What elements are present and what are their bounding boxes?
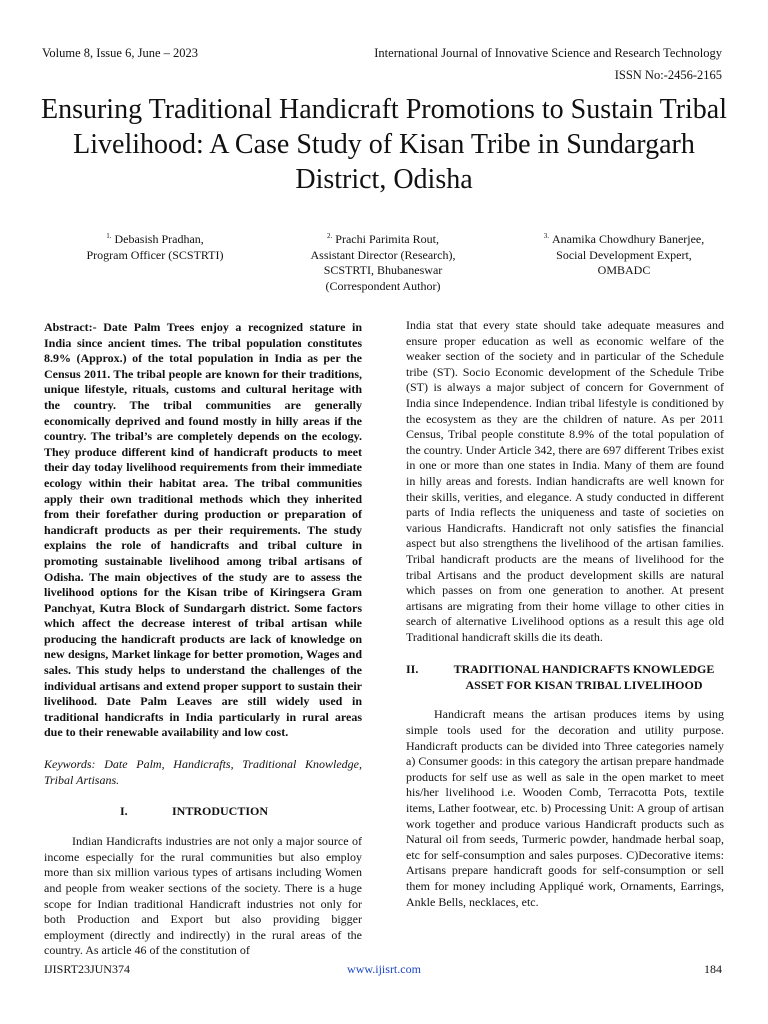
keywords-text: Date Palm, Handicrafts, Traditional Knowledge, Tribal Artisans. [44, 757, 362, 787]
author-2-institution: SCSTRTI, Bhubaneswar [323, 263, 443, 277]
author-3-number: 3. [543, 232, 549, 240]
author-2-name: Prachi Parimita Rout, [335, 232, 439, 246]
section-1-title: INTRODUCTION [172, 804, 269, 819]
author-3-institution: OMBADC [597, 263, 651, 277]
introduction-paragraph: Indian Handicrafts industries are not only a major source of income especially for the rural communities but also employ more than six million various types of artisans including Women and people from weaker sections of the society. There is a huge scope for Indian traditional Handicraft industries not only for both Production and Export but also providing bigger employment (directly and indirectly) in the rural areas of the country. As article 46 of the constitution of [44, 834, 362, 958]
journal-url[interactable]: www.ijisrt.com [347, 962, 421, 976]
paper-title: Ensuring Traditional Handicraft Promotions to Sustain Tribal Livelihood: A Case Study of Kisan Tribe in Sundargarh District, Odisha [40, 94, 727, 195]
issn-number: ISSN No:-2456-2165 [614, 68, 722, 82]
author-2 [283, 229, 483, 294]
paper-code: IJISRT23JUN374 [44, 962, 130, 976]
author-1 [50, 229, 260, 263]
keywords-label: Keywords: [44, 757, 96, 772]
author-1-number: 1. [106, 232, 112, 240]
author-3-affiliation: Social Development Expert, [556, 247, 692, 262]
journal-name: International Journal of Innovative Science and Research Technology [374, 46, 722, 60]
author-3 [510, 229, 738, 279]
section-1-heading [44, 804, 362, 820]
author-2-number: 2. [327, 232, 333, 240]
left-column [44, 320, 362, 959]
handicrafts-paragraph: Handicraft means the artisan produces items by using simple tools used for the decoration and utility purpose. Handicraft products can be divided into Three categories namely a) Consumer goods: in this category the artisan prepare handmade products for self use as well as sale in the open market to meet his/her livelihood i.e. Wooden Comb, Terracotta Pots, textile items, Lather footwear, etc. b) Processing Unit: A group of artisan work together and produce various Handicraft products such as Natural oil from seeds, Turmeric powder, handmade herbal soap, etc for self-consumption and sales purposes. C)Decorative items: Artisans prepare handicraft goods for self-consumption or sell them for money including Appliqué work, Ornaments, Earrings, Ankle Bells, necklaces, etc. [406, 707, 748, 909]
author-3-name: Anamika Chowdhury Banerjee, [551, 232, 705, 246]
author-1-affiliation: Program Officer (SCSTRTI) [86, 247, 224, 262]
abstract: Abstract:- Date Palm Trees enjoy a recognized stature in India since ancient times. The tribal population constitutes 8.9% (Approx.) of the total population in India as per the Census 2011. The tribal people are known for their traditions, unique lifestyle, rituals, customs and cultural heritage with the country. The tribal communities are generally economically deprived and found mostly in hilly areas if the country. The tribal’s are completely depends on the ecology. They produce different kind of handicraft products to meet their day today livelihood requirements from their immediate ecology within their habitat area. The tribal communities apply their own traditional methods which they inherited from their forefather during production or preparation of handicraft products as per their requirements. The study explains the role of handicrafts and tribal culture in promoting sustainable livelihood among tribal artisans of Odisha. The main objectives of the study are to assess the livelihood options for the Kisan tribe of Kiringsera Gram Panchyat, Kutra Block of Sundargarh district. Some factors which affect the decrease interest of tribal artisan while producing the handicraft products are lack of knowledge on new designs, Market linkage for better promotion, Wages and sales. This study helps to understand the challenges of the individual artisans and extend proper support to sustain their livelihood. Date Palm Leaves are still widely used in traditional handicrafts in India particularly in rural areas due to their renewable availability and low cost. [44, 320, 362, 740]
author-2-affiliation: Assistant Director (Research), [310, 247, 456, 262]
page-number: 184 [704, 962, 722, 976]
author-2-note: (Correspondent Author) [325, 278, 441, 293]
introduction-continued: India stat that every state should take adequate measures and ensure proper education as well as economic welfare of the weaker section of the society and in particular of the Schedule tribe (ST). Socio Economic development of the Schedule Tribe (ST) is always a major subject of concern for Government of India since Independence. Indian tribal lifestyle is conditioned by the ecosystem as they are the children of nature. As per 2011 Census, Tribal people constitute 8.9% of the total population of the country. Under Article 342, there are 697 different Tribes exist in one or more than one states in India. Many of them are found in hilly areas and forests. Indian handicrafts are well known for their skills, verities, and elegance. A study conducted in different parts of India reflects the uniqueness and taste of societies on various Handicrafts. Handicraft not only satisfies the financial aspect but also strengthens the livelihood of the artisan families. Tribal handicraft products are the means of livelihood for the tribal Artisans and the product development skills are natural which passes on from one generation to another. At present artisans are migrating from their home village to other cities in search of alternative Livelihood options as a result this age old Traditional handicraft skills die its death. [406, 318, 724, 644]
section-2-title: TRADITIONAL HANDICRAFTS KNOWLEDGE ASSET FOR KISAN TRIBAL LIVELIHOOD [453, 662, 715, 693]
section-2-heading [406, 661, 724, 693]
volume-issue: Volume 8, Issue 6, June – 2023 [42, 46, 199, 60]
right-column [406, 318, 748, 910]
author-1-name: Debasish Pradhan, [114, 232, 204, 246]
section-1-number: I. [120, 804, 128, 819]
keywords [44, 757, 362, 788]
section-2-number: II. [406, 662, 419, 677]
